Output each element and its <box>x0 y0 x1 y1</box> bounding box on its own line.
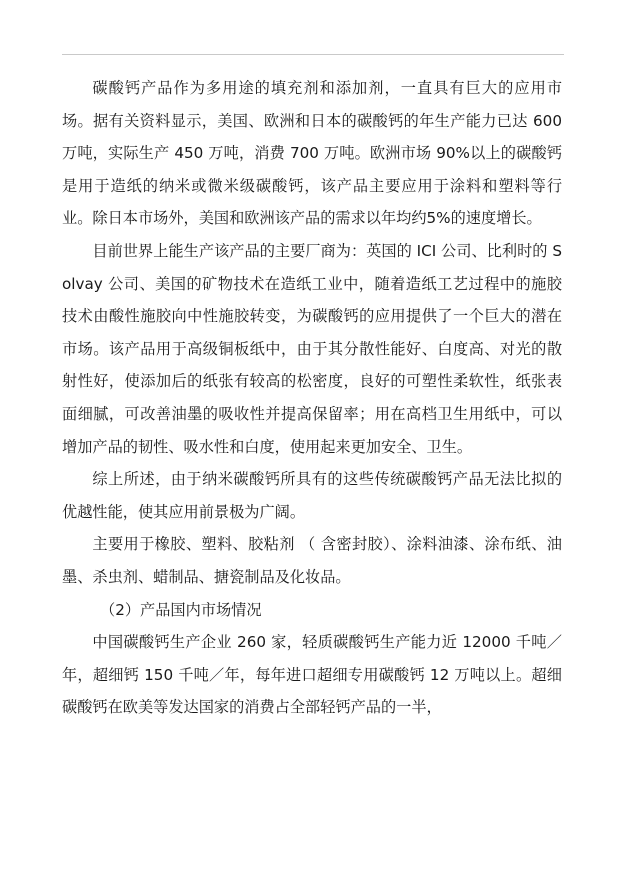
paragraph-market-overview: 碳酸钙产品作为多用途的填充剂和添加剂，一直具有巨大的应用市场。据有关资料显示，美国、欧洲和日本的碳酸钙的年生产能力已达 600 万吨，实际生产 450 万吨，消费 700 万吨。欧洲市场 90%以上的碳酸钙是用于造纸的纳米或微米级碳酸钙，该产品主要应用于涂料和塑料等行业。除日本市场外，美国和欧洲该产品的需求以年均约5%的速度增长。 <box>62 79 562 228</box>
paragraph-summary: 综上所述，由于纳米碳酸钙所具有的这些传统碳酸钙产品无法比拟的优越性能，使其应用前景极为广阔。 <box>62 470 562 521</box>
paragraph-domestic-market: 中国碳酸钙生产企业 260 家，轻质碳酸钙生产能力近 12000 千吨／年，超细钙 150 千吨／年，每年进口超细专用碳酸钙 12 万吨以上。超细碳酸钙在欧美等发达国家的消费占全部轻钙产品的一半， <box>62 633 562 717</box>
header-rule <box>62 54 564 55</box>
paragraph-applications: 主要用于橡胶、塑料、胶粘剂 （ 含密封胶）、涂料油漆、涂布纸、油墨、杀虫剂、蜡制品、搪瓷制品及化妆品。 <box>62 535 562 586</box>
paragraph-manufacturers: 目前世界上能生产该产品的主要厂商为：英国的 ICI 公司、比利时的 Solvay 公司、美国的矿物技术在造纸工业中，随着造纸工艺过程中的施胶技术由酸性施胶向中性施胶转变，为碳酸钙的应用提供了一个巨大的潜在市场。该产品用于高级铜板纸中，由于其分散性能好、白度高、对光的散射性好，使添加后的纸张有较高的松密度，良好的可塑性柔软性，纸张表面细腻，可改善油墨的吸收性并提高保留率；用在高档卫生用纸中，可以增加产品的韧性、吸水性和白度，使用起来更加安全、卫生。 <box>62 241 562 456</box>
document-body <box>62 72 562 724</box>
section-heading: （2）产品国内市场情况 <box>100 600 262 619</box>
